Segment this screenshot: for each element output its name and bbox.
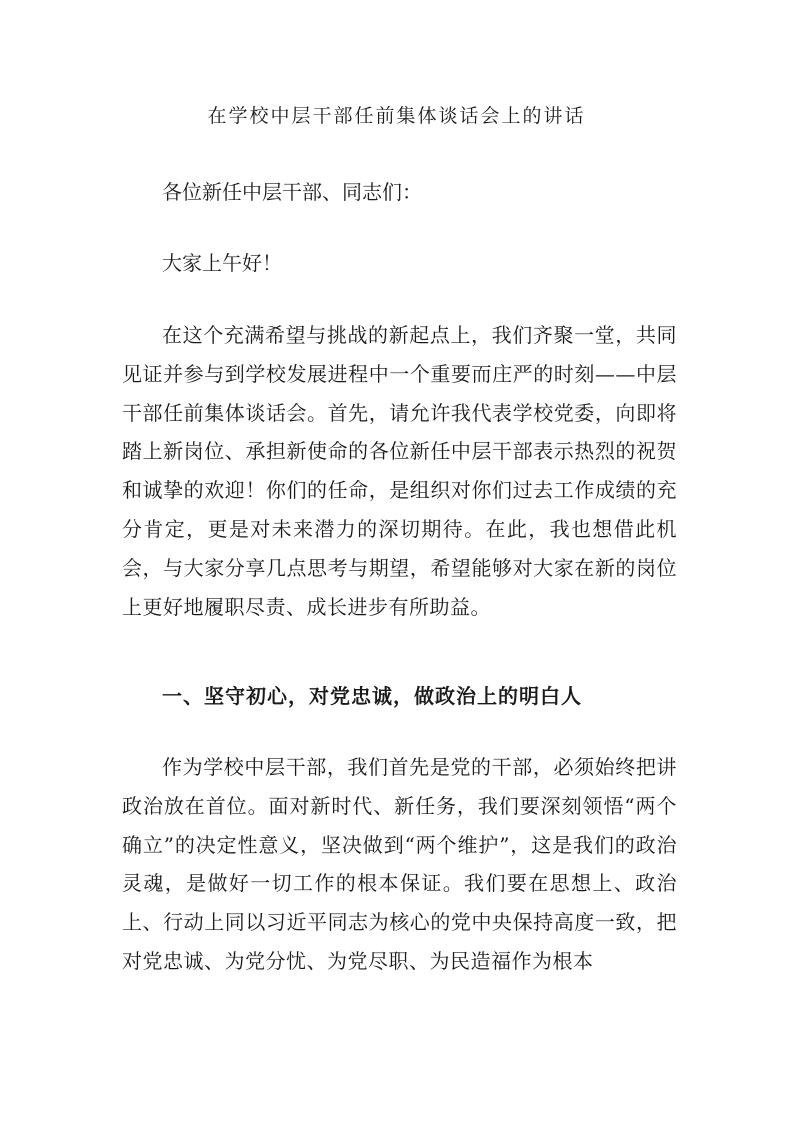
- salutation: 各位新任中层干部、同志们：: [162, 180, 422, 204]
- section-heading-1: 一、坚守初心，对党忠诚，做政治上的明白人: [162, 684, 582, 708]
- paragraph-section-1: 作为学校中层干部，我们首先是党的干部，必须始终把讲政治放在首位。面对新时代、新任务，我们要深刻领悟“两个确立”的决定性意义，坚决做到“两个维护”，这是我们的政治灵魂，是做好一切工作的根本保证。我们要在思想上、政治上、行动上同以习近平同志为核心的党中央保持高度一致，把对党忠诚、为党分忧、为党尽职、为民造福作为根本: [122, 755, 677, 973]
- document-title: 在学校中层干部任前集体谈话会上的讲话: [207, 105, 586, 127]
- paragraph-intro: 在这个充满希望与挑战的新起点上，我们齐聚一堂，共同见证并参与到学校发展进程中一个重要而庄严的时刻——中层干部任前集体谈话会。首先，请允许我代表学校党委，向即将踏上新岗位、承担新使命的各位新任中层干部表示热烈的祝贺和诚挚的欢迎！你们的任命，是组织对你们过去工作成绩的充分肯定，更是对未来潜力的深切期待。在此，我也想借此机会，与大家分享几点思考与期望，希望能够对大家在新的岗位上更好地履职尽责、成长进步有所助益。: [122, 323, 677, 619]
- greeting: 大家上午好！: [162, 251, 282, 275]
